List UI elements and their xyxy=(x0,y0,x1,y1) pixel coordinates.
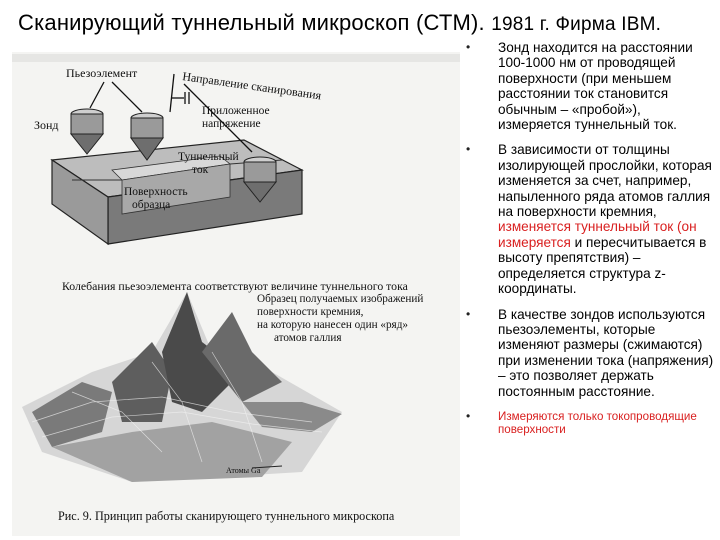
bullet-list xyxy=(466,40,716,437)
label-probe: Зонд xyxy=(34,118,59,132)
slide-title-main: Сканирующий туннельный микроскоп (СТМ). xyxy=(18,10,485,35)
bullet-text: и пересчитывается в высоту препятствия) – определяется структура z-координаты. xyxy=(498,234,707,297)
sample-caption-2: поверхности кремния, xyxy=(257,306,364,318)
label-scan-direction: Направление сканирования xyxy=(181,69,323,103)
bullet-text: В зависимости от толщины изолирующей прослойки, которая изменяется за счет, например, напыленного ряда атомов галлия на поверхности кремния, xyxy=(498,142,712,220)
label-applied-voltage-1: Приложенное xyxy=(202,105,270,117)
bullet-text: В качестве зондов используются пьезоэлементы, которые изменяют размеры (сжимаются) при изменении тока (напряжения) – это позволяет держать постоянным расстояние. xyxy=(498,306,714,399)
bullet-insulating-layer xyxy=(466,142,716,296)
bullet-text: Зонд находится на расстоянии 100-1000 нм от проводящей поверхности (при меньшем расстоянии ток становится обычным – «пробой»), измеряется туннельный ток. xyxy=(498,40,693,133)
bullet-conductive-only xyxy=(466,410,716,437)
bullet-probe-distance xyxy=(466,40,716,132)
bullet-piezo-probes xyxy=(466,307,716,399)
stm-diagram xyxy=(12,52,460,536)
oscillation-caption: Колебания пьезоэлемента соответствуют величине туннельного тока xyxy=(62,279,408,293)
sample-caption-1: Образец получаемых изображений xyxy=(257,293,424,305)
slide-title xyxy=(18,10,718,36)
bullet-highlight: изменяется туннельный ток (он измеряется xyxy=(498,219,697,250)
stm-figure xyxy=(12,52,460,536)
sample-caption-3: на которую нанесен один «ряд» xyxy=(257,319,408,331)
label-piezo: Пьезоэлемент xyxy=(66,66,138,80)
label-surface-1: Поверхность xyxy=(124,186,188,198)
atom-label: Атомы Ga xyxy=(226,466,261,475)
sample-caption-4: атомов галлия xyxy=(274,332,342,344)
bullet-highlight: Измеряются только токопроводящие поверхности xyxy=(498,409,697,437)
label-surface-2: образца xyxy=(132,199,171,211)
label-tunnel-1: Туннельный xyxy=(178,151,239,163)
label-tunnel-2: ток xyxy=(192,164,209,176)
figure-caption: Рис. 9. Принцип работы сканирующего туннельного микроскопа xyxy=(58,509,395,523)
label-applied-voltage-2: напряжение xyxy=(202,118,261,130)
slide-title-tail: 1981 г. Фирма IBM. xyxy=(491,14,662,35)
